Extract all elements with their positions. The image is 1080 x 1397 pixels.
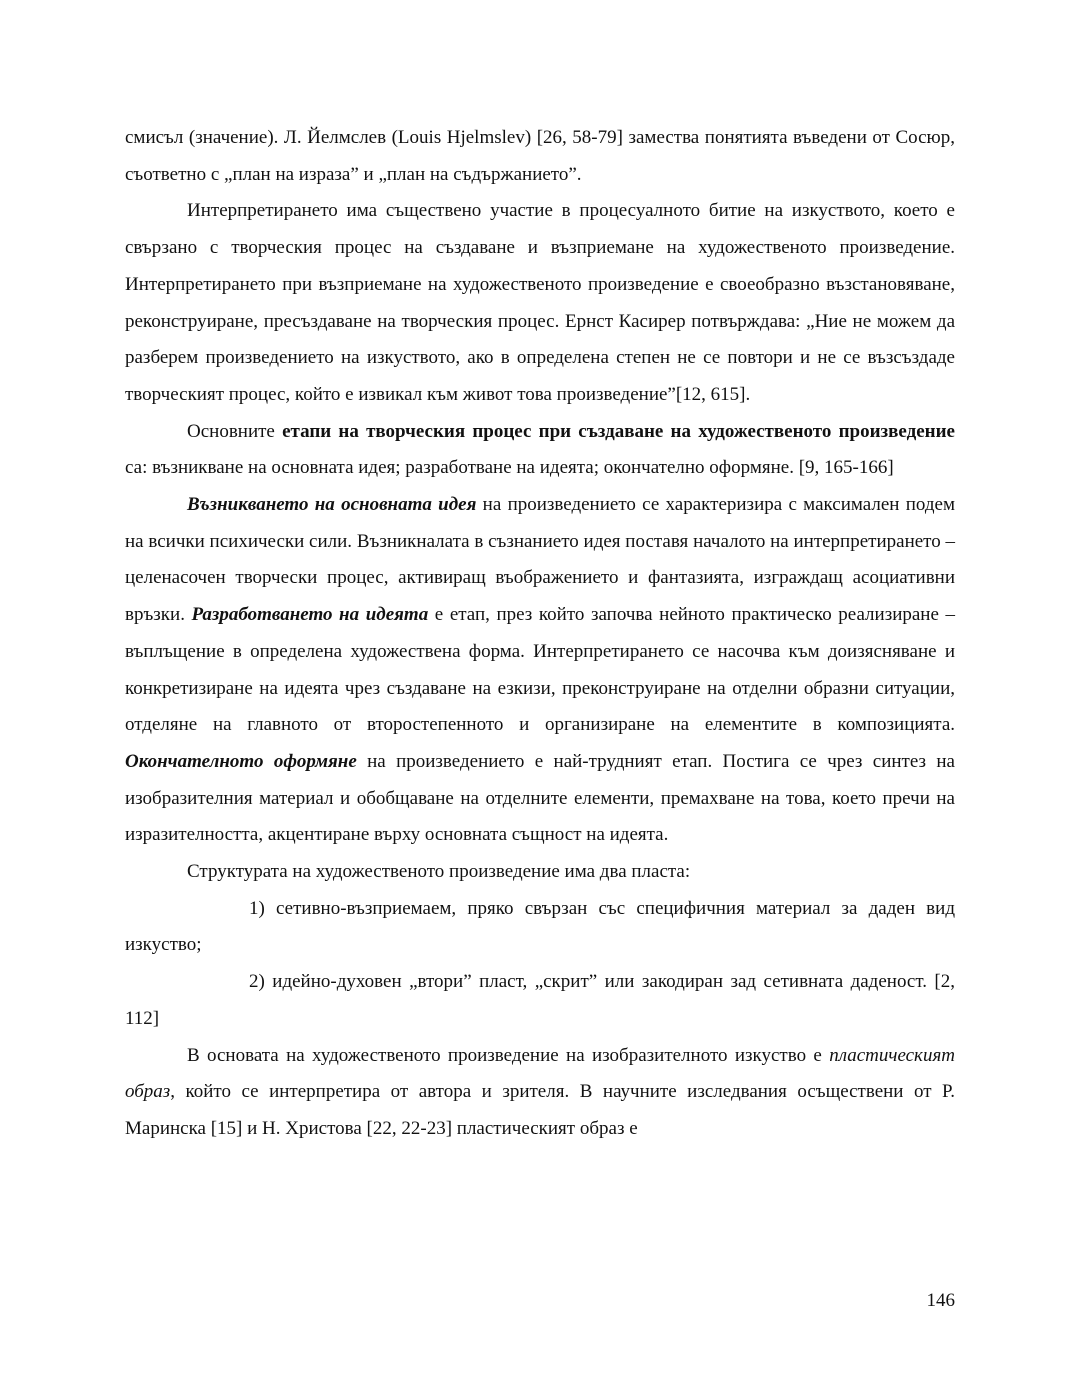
- list-item-1: 1) сетивно-възприемаем, пряко свързан със специфичния материал за даден вид изкуство;: [125, 897, 955, 956]
- paragraph-4: [125, 487, 955, 854]
- term-idea-development: Разработването на идеята: [191, 604, 429, 626]
- paragraph-3-text-a: Основните: [187, 420, 283, 442]
- paragraph-4-text-b: е етап, през който започва нейното практическо реализиране – въплъщение в определена художествена форма. Интерпретирането се насочва към доизясняване и конкретизиране на идеята чрез създаване на езкизи, преконструиране на отделни образни ситуации, отделяне на главното от второстепенното и организиране на елементите в композицията.: [125, 604, 955, 736]
- list-item-2: 2) идейно-духовен „втори” пласт, „скрит” или закодиран зад сетивната даденост. [2, 112]: [125, 971, 955, 1029]
- term-final-shaping: Окончателното оформяне: [125, 750, 357, 772]
- paragraph-1: смисъл (значение). Л. Йелмслев (Louis Hjelmslev) [26, 58-79] замества понятията въведени от Сосюр, съответно с „план на израза” и „план на съдържанието”.: [125, 127, 955, 185]
- paragraph-2: Интерпретирането има съществено участие в процесуалното битие на изкуството, което е свързано с творческия процес на създаване и възприемане на художественото произведение. Интерпретирането при възприемане на художественото произведение е своеобразно възстановяване, реконструиране, пресъздаване на творческия процес. Ернст Касирер потвърждава: „Ние не можем да разберем произведението на изкуството, ако в определена степен не се повтори и не се възсъздаде творческият процес, който е извикал към живот това произведение”[12, 615].: [125, 200, 955, 405]
- stages-bold-term: етапи на творческия процес при създаване на художественото произведение: [282, 420, 955, 442]
- paragraph-6: [125, 1038, 955, 1148]
- term-plastic-image: пластическият образ: [125, 1044, 955, 1103]
- term-idea-origin: Възникването на основната идея: [187, 494, 477, 516]
- paragraph-5: Структурата на художественото произведение има два пласта:: [187, 861, 691, 883]
- paragraph-3: [125, 414, 955, 487]
- page-number: 146: [926, 1290, 955, 1311]
- paragraph-6-text-a: В основата на художественото произведение на изобразителното изкуство е: [187, 1044, 830, 1066]
- paragraph-3-text-b: са: възникване на основната идея; разработване на идеята; окончателно оформяне. [9, 165-166]: [125, 457, 894, 479]
- paragraph-6-text-b: , който се интерпретира от автора и зрителя. В научните изследвания осъществени от Р. Маринска [15] и Н. Христова [22, 22-23] пластическият образ е: [125, 1081, 955, 1139]
- paragraph-4-text-c: на произведението е най-трудният етап. Постига се чрез синтез на изобразителния материал и обобщаване на отделните елементи, премахване на това, което пречи на изразителността, акцентиране върху основната същност на идеята.: [125, 750, 955, 846]
- paragraph-4-text-a: на произведението се характеризира с максимален подем на всички психически сили. Възникналата в съзнанието идея поставя началото на интерпретирането – целенасочен творчески процес, активиращ въображението и фантазията, изграждащ асоциативни връзки.: [125, 494, 955, 626]
- body-text: [125, 120, 955, 1148]
